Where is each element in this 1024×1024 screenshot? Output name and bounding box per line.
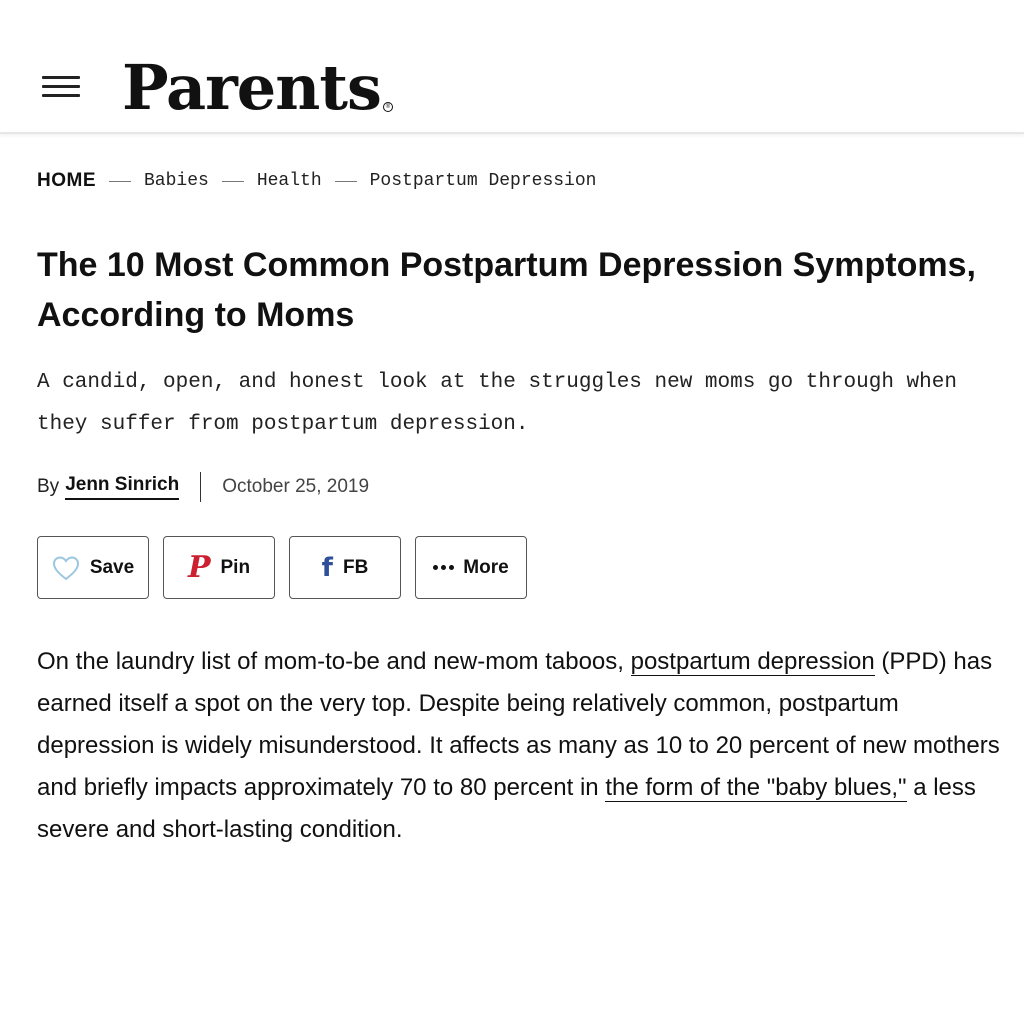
breadcrumb — [37, 170, 596, 192]
heart-icon — [52, 555, 80, 581]
more-button-label: More — [463, 556, 509, 578]
author-link[interactable]: Jenn Sinrich — [65, 474, 179, 500]
paragraph-text: a less severe and short-lasting condition. — [37, 774, 976, 843]
breadcrumb-postpartum-depression[interactable]: Postpartum Depression — [369, 171, 597, 191]
more-dots-icon — [433, 565, 457, 570]
article-title: The 10 Most Common Postpartum Depression Symptoms, According to Moms — [37, 246, 976, 334]
breadcrumb-separator — [335, 181, 357, 182]
byline — [37, 472, 369, 502]
byline-divider — [200, 472, 201, 502]
breadcrumb-separator — [109, 181, 131, 182]
pinterest-icon: P — [187, 549, 211, 585]
breadcrumb-home[interactable]: HOME — [37, 170, 96, 191]
site-header — [0, 0, 1024, 134]
pin-button-label: Pin — [220, 556, 251, 578]
more-button[interactable] — [415, 536, 527, 599]
menu-line — [42, 85, 80, 88]
facebook-icon: f — [321, 552, 333, 583]
hamburger-menu-icon[interactable] — [42, 76, 80, 98]
paragraph-text: (PPD) has earned itself a spot on the very top. Despite being relatively common, postpartum depression is widely misunderstood. It affects as many as 10 to 20 percent of new mothers and briefly impacts approximately 70 to 80 percent in — [37, 648, 1000, 801]
paragraph-text: On the laundry list of mom-to-be and new-mom taboos, — [37, 648, 631, 675]
menu-line — [42, 94, 80, 97]
menu-line — [42, 76, 80, 79]
facebook-button-label: FB — [342, 556, 369, 578]
pin-button[interactable] — [163, 536, 275, 599]
baby-blues-link[interactable]: the form of the "baby blues," — [605, 774, 907, 801]
publish-date: October 25, 2019 — [222, 476, 370, 497]
save-button-label: Save — [89, 556, 135, 578]
save-button[interactable] — [37, 536, 149, 599]
facebook-button[interactable] — [289, 536, 401, 599]
article-paragraph — [37, 641, 1007, 851]
byline-prefix: By — [37, 476, 60, 497]
postpartum-depression-link[interactable]: postpartum depression — [630, 648, 875, 675]
article-subtitle: A candid, open, and honest look at the struggles new moms go through when they suffer from postpartum depression. — [37, 371, 957, 436]
site-logo[interactable]: Parents — [122, 51, 381, 124]
registered-mark: ® — [383, 102, 393, 112]
breadcrumb-health[interactable]: Health — [256, 171, 322, 191]
breadcrumb-separator — [222, 181, 244, 182]
share-bar — [37, 536, 541, 599]
breadcrumb-babies[interactable]: Babies — [144, 171, 209, 191]
